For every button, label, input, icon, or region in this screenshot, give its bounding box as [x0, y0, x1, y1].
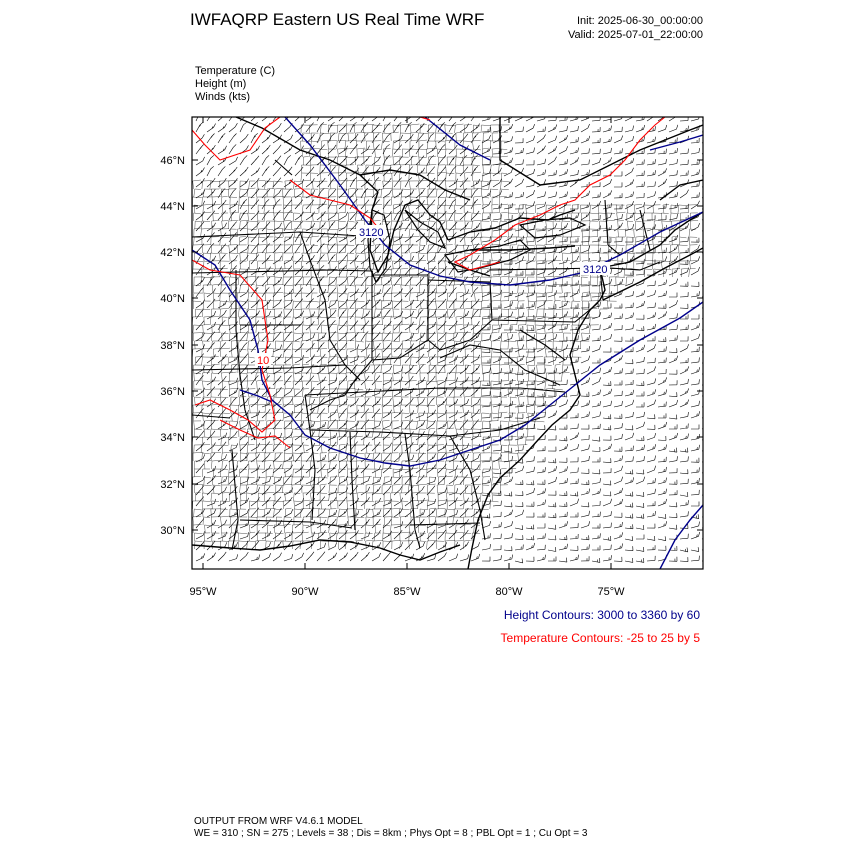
- coastline: [192, 117, 703, 569]
- chart-title: IWFAQRP Eastern US Real Time WRF: [190, 10, 485, 29]
- lon-tick-label: 95°W: [189, 586, 217, 598]
- wind-barbs: [196, 111, 711, 563]
- valid-time: Valid: 2025-07-01_22:00:00: [568, 29, 703, 41]
- field-height: Height (m): [195, 78, 247, 90]
- wind-barb-field: [196, 111, 711, 563]
- lon-tick-label: 90°W: [291, 586, 319, 598]
- lat-tick-label: 44°N: [160, 201, 185, 213]
- lat-tick-label: 30°N: [160, 525, 185, 537]
- init-time: Init: 2025-06-30_00:00:00: [577, 15, 703, 27]
- footer-model-line: OUTPUT FROM WRF V4.6.1 MODEL: [194, 816, 363, 827]
- lon-tick-label: 80°W: [495, 586, 523, 598]
- height-label-2: 3120: [583, 264, 608, 276]
- lat-tick-label: 42°N: [160, 247, 185, 259]
- lat-tick-label: 38°N: [160, 340, 185, 352]
- field-temperature: Temperature (C): [195, 65, 276, 77]
- temperature-label-1: 10: [257, 355, 270, 367]
- lon-tick-label: 85°W: [393, 586, 421, 598]
- height-label-1: 3120: [359, 227, 384, 239]
- contour-labels: [255, 225, 610, 367]
- footer-config-line: WE = 310 ; SN = 275 ; Levels = 38 ; Dis = 8km ; Phys Opt = 8 ; PBL Opt = 1 ; Cu Opt = 3: [194, 828, 588, 839]
- height-contours: [192, 117, 703, 569]
- height-contour-caption: Height Contours: 3000 to 3360 by 60: [503, 608, 700, 622]
- lat-tick-label: 32°N: [160, 479, 185, 491]
- temperature-contour-caption: Temperature Contours: -25 to 25 by 5: [500, 631, 700, 645]
- model-footer: [194, 816, 587, 840]
- lat-tick-label: 34°N: [160, 432, 185, 444]
- map-frame: [192, 117, 703, 569]
- lat-tick-label: 40°N: [160, 293, 185, 305]
- lat-tick-label: 36°N: [160, 386, 185, 398]
- lat-tick-label: 46°N: [160, 155, 185, 167]
- field-winds: Winds (kts): [195, 91, 250, 103]
- map-content: [192, 111, 711, 569]
- lon-tick-label: 75°W: [597, 586, 625, 598]
